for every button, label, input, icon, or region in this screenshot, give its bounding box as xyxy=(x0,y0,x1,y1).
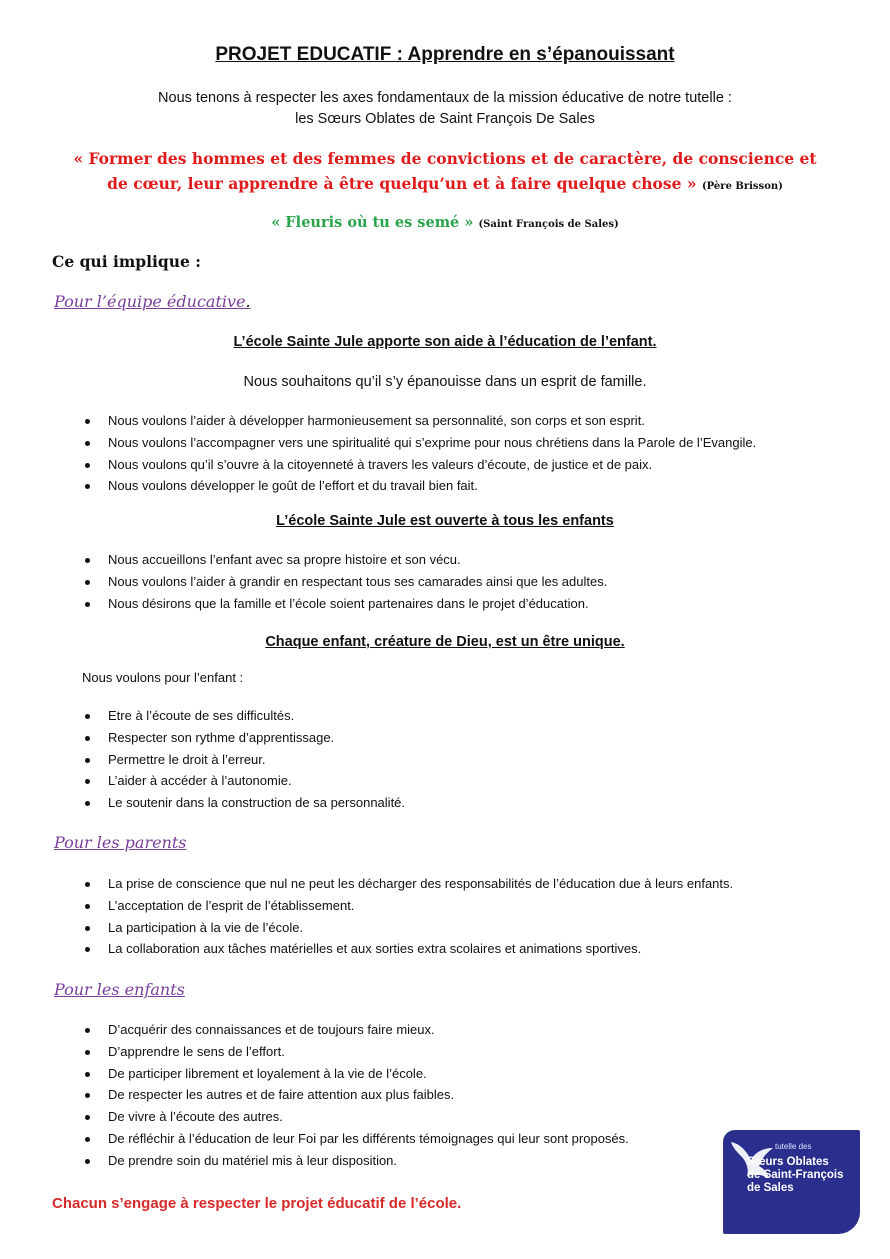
intro-line-2: les Sœurs Oblates de Saint François De Sales xyxy=(295,111,595,127)
list-item: La participation à la vie de l’école. xyxy=(82,917,733,939)
page-title: PROJET EDUCATIF : Apprendre en s’épanouissant xyxy=(215,44,675,65)
subhead-etre-unique: Chaque enfant, créature de Dieu, est un être unique. xyxy=(265,634,625,650)
subhead-ouverte: L’école Sainte Jule est ouverte à tous les enfants xyxy=(276,513,614,529)
list-enfant xyxy=(82,705,405,814)
list-item: Etre à l’écoute de ses difficultés. xyxy=(82,705,405,727)
motto-text: « Fleuris où tu es semé » xyxy=(271,214,474,231)
subtext-esprit-famille: Nous souhaitons qu’il s’y épanouisse dans un esprit de famille. xyxy=(243,374,647,390)
list-item: Nous voulons l’accompagner vers une spiritualité qui s’exprime pour nous chrétiens dans la Parole de l’Evangile. xyxy=(82,432,756,454)
list-item: Nous voulons développer le goût de l’effort et du travail bien fait. xyxy=(82,475,756,497)
subhead-aide-education: L’école Sainte Jule apporte son aide à l’éducation de l’enfant. xyxy=(233,334,657,350)
list-parents xyxy=(82,873,733,960)
section-parents: Pour les parents xyxy=(54,833,187,852)
quote-text: de cœur, leur apprendre à être quelqu’un et à faire quelque chose » xyxy=(107,174,697,193)
motto xyxy=(0,214,890,231)
quote-line-1: « Former des hommes et des femmes de convictions et de caractère, de conscience et xyxy=(73,149,817,168)
logo-line-3: de Sales xyxy=(747,1182,794,1194)
list-item: D’apprendre le sens de l’effort. xyxy=(82,1041,629,1063)
list-item: De vivre à l’écoute des autres. xyxy=(82,1106,629,1128)
motto-author: (Saint François de Sales) xyxy=(478,219,619,230)
list-item: Permettre le droit à l’erreur. xyxy=(82,749,405,771)
list-item: Nous accueillons l’enfant avec sa propre histoire et son vécu. xyxy=(82,549,607,571)
list-item: L’acceptation de l’esprit de l’établissement. xyxy=(82,895,733,917)
tutelle-logo xyxy=(723,1130,860,1234)
list-item: Nous voulons l’aider à développer harmonieusement sa personnalité, son corps et son esprit. xyxy=(82,410,756,432)
list-item: L’aider à accéder à l’autonomie. xyxy=(82,770,405,792)
list-item: Nous voulons qu’il s’ouvre à la citoyenneté à travers les valeurs d’écoute, de justice et de paix. xyxy=(82,454,756,476)
list-item: Respecter son rythme d’apprentissage. xyxy=(82,727,405,749)
pour-enfant-intro: Nous voulons pour l’enfant : xyxy=(82,670,244,685)
list-item: De réfléchir à l’éducation de leur Foi par les différents témoignages qui leur sont proposés. xyxy=(82,1128,629,1150)
list-item: Nous désirons que la famille et l’école soient partenaires dans le projet d’éducation. xyxy=(82,593,607,615)
quote-author: (Père Brisson) xyxy=(701,181,783,192)
list-item: D’acquérir des connaissances et de toujours faire mieux. xyxy=(82,1019,629,1041)
list-item: Nous voulons l’aider à grandir en respectant tous ses camarades ainsi que les adultes. xyxy=(82,571,607,593)
list-item: De participer librement et loyalement à la vie de l’école. xyxy=(82,1063,629,1085)
section-equipe-label: Pour l’équipe éducative xyxy=(54,292,246,311)
logo-name xyxy=(747,1156,857,1195)
logo-small-text: tutelle des xyxy=(775,1142,812,1151)
list-item: De respecter les autres et de faire attention aux plus faibles. xyxy=(82,1084,629,1106)
implique-heading: Ce qui implique : xyxy=(52,252,201,271)
list-enfants xyxy=(82,1019,629,1172)
list-item: De prendre soin du matériel mis à leur disposition. xyxy=(82,1150,629,1172)
section-equipe-educative xyxy=(54,292,251,311)
list-ouverte xyxy=(82,549,607,614)
logo-line-2: de Saint-François xyxy=(747,1169,844,1181)
section-enfants: Pour les enfants xyxy=(54,980,185,999)
final-statement: Chacun s’engage à respecter le projet éducatif de l’école. xyxy=(52,1195,462,1212)
logo-line-1: Sœurs Oblates xyxy=(747,1156,829,1168)
list-item: La collaboration aux tâches matérielles et aux sorties extra scolaires et animations sportives. xyxy=(82,938,733,960)
quote-line-2 xyxy=(0,174,890,193)
section-equipe-punct: . xyxy=(245,292,251,311)
intro-line-1: Nous tenons à respecter les axes fondamentaux de la mission éducative de notre tutelle : xyxy=(158,90,732,106)
list-equipe xyxy=(82,410,756,497)
list-item: La prise de conscience que nul ne peut les décharger des responsabilités de l’éducation due à leurs enfants. xyxy=(82,873,733,895)
list-item: Le soutenir dans la construction de sa personnalité. xyxy=(82,792,405,814)
